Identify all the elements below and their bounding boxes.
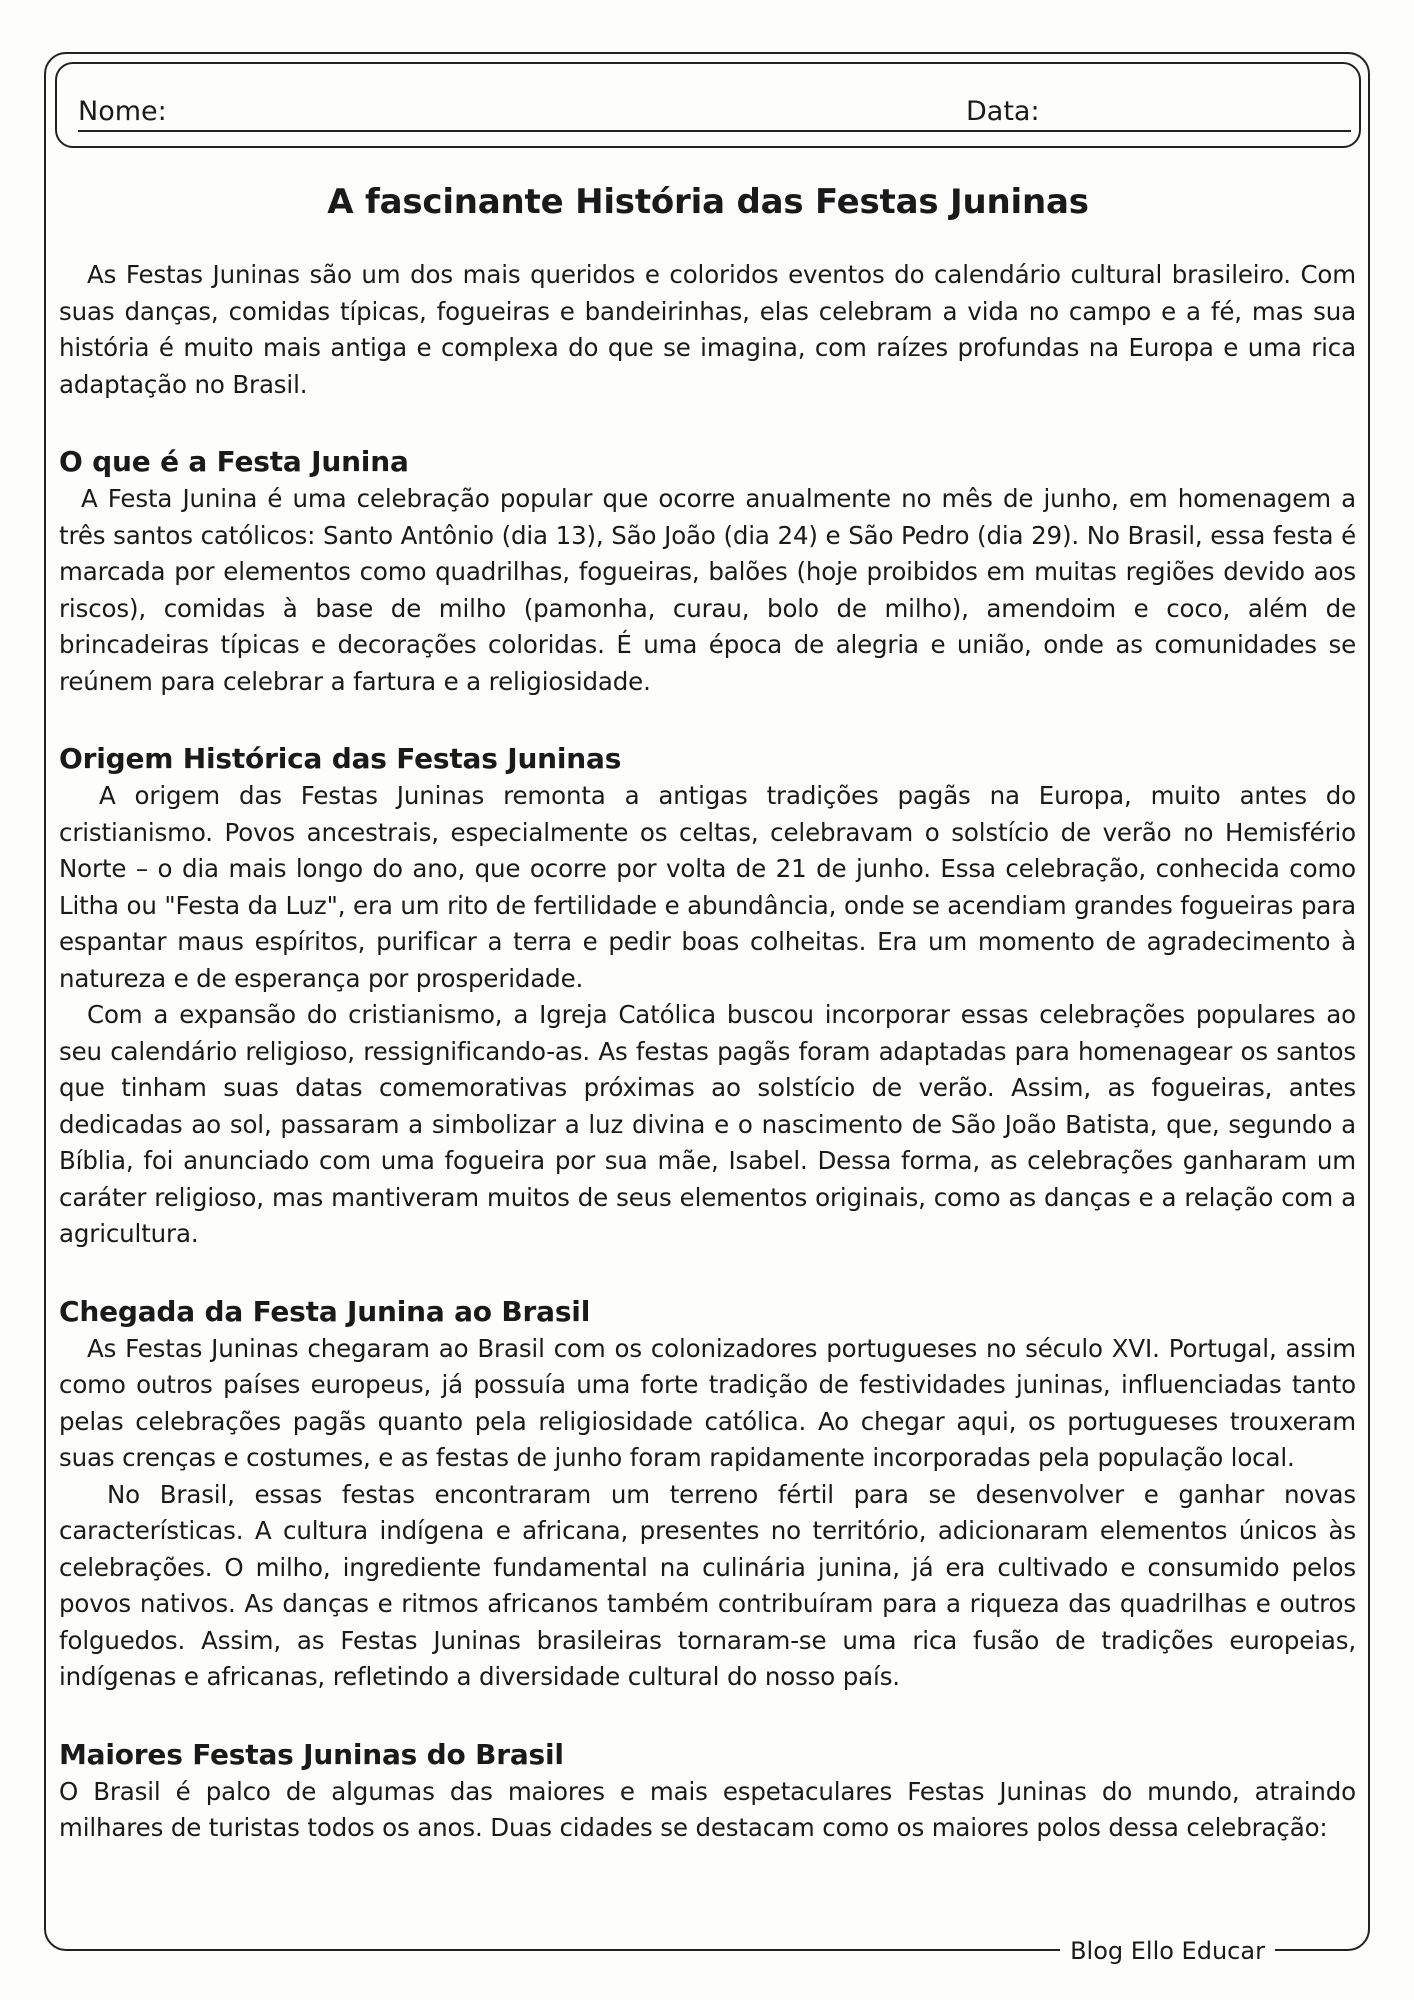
section-paragraph: As Festas Juninas chegaram ao Brasil com os colonizadores portugueses no século XVI. Portugal, assim como outros países europeus, já possuía uma forte tradição de festividades juninas, influenciadas tanto pelas celebrações pagãs quanto pela religiosidade católica. Ao chegar aqui, os portugueses trouxeram suas crenças e costumes, e as festas de junho foram rapidamente incorporadas pela população local. bbox=[59, 1333, 1356, 1472]
section-paragraph: O Brasil é palco de algumas das maiores e mais espetaculares Festas Juninas do mundo, atraindo milhares de turistas todos os anos. Duas cidades se destacam como os maiores polos dessa celebração: bbox=[59, 1776, 1356, 1842]
intro-paragraph: As Festas Juninas são um dos mais queridos e coloridos eventos do calendário cultural brasileiro. Com suas danças, comidas típicas, fogueiras e bandeirinhas, elas celebram a vida no campo e a fé, mas sua história é muito mais antiga e complexa do que se imagina, com raízes profundas na Europa e uma rica adaptação no Brasil. bbox=[59, 260, 1356, 399]
name-date-line bbox=[78, 130, 1351, 132]
date-label: Data: bbox=[966, 96, 1040, 127]
section-paragraph: No Brasil, essas festas encontraram um terreno fértil para se desenvolver e ganhar novas características. A cultura indígena e africana, presentes no território, adicionaram elementos únicos às celebrações. O milho, ingrediente fundamental na culinária junina, já era cultivado e consumido pelos povos nativos. As danças e ritmos africanos também contribuíram para a riqueza das quadrilhas e outros folguedos. Assim, as Festas Juninas brasileiras tornaram-se uma rica fusão de tradições europeias, indígenas e africanas, refletindo a diversidade cultural do nosso país. bbox=[59, 1479, 1356, 1691]
article-body bbox=[59, 257, 1356, 1847]
header-box bbox=[55, 62, 1361, 148]
page-title: A fascinante História das Festas Juninas bbox=[327, 182, 1089, 222]
section-paragraph: Com a expansão do cristianismo, a Igreja Católica buscou incorporar essas celebrações populares ao seu calendário religioso, ressignificando-as. As festas pagãs foram adaptadas para homenagear os santos que tinham suas datas comemorativas próximas ao solstício de verão. Assim, as fogueiras, antes dedicadas ao sol, passaram a simbolizar a luz divina e o nascimento de São João Batista, que, segundo a Bíblia, foi anunciado com uma fogueira por sua mãe, Isabel. Dessa forma, as celebrações ganharam um caráter religioso, mas mantiveram muitos de seus elementos originais, como as danças e a relação com a agricultura. bbox=[59, 1000, 1356, 1248]
name-label: Nome: bbox=[78, 96, 167, 127]
section-paragraph: A origem das Festas Juninas remonta a antigas tradições pagãs na Europa, muito antes do cristianismo. Povos ancestrais, especialmente os celtas, celebravam o solstício de verão no Hemisfério Norte – o dia mais longo do ano, que ocorre por volta de 21 de junho. Essa celebração, conhecida como Litha ou "Festa da Luz", era um rito de fertilidade e abundância, onde se acendiam grandes fogueiras para espantar maus espíritos, purificar a terra e pedir boas colheitas. Era um momento de agradecimento à natureza e de esperança por prosperidade. bbox=[59, 781, 1356, 993]
section-heading: Origem Histórica das Festas Juninas bbox=[59, 742, 622, 775]
section-heading: Maiores Festas Juninas do Brasil bbox=[59, 1737, 564, 1771]
footer-credit: Blog Ello Educar bbox=[1070, 1937, 1265, 1965]
section-heading: O que é a Festa Junina bbox=[59, 445, 409, 478]
section-heading: Chegada da Festa Junina ao Brasil bbox=[59, 1294, 591, 1328]
section-paragraph: A Festa Junina é uma celebração popular que ocorre anualmente no mês de junho, em homenagem a três santos católicos: Santo Antônio (dia 13), São João (dia 24) e São Pedro (dia 29). No Brasil, essa festa é marcada por elementos como quadrilhas, fogueiras, balões (hoje proibidos em muitas regiões devido aos riscos), comidas à base de milho (pamonha, curau, bolo de milho), amendoim e coco, além de brincadeiras típicas e decorações coloridas. É uma época de alegria e união, onde as comunidades se reúnem para celebrar a fartura e a religiosidade. bbox=[59, 484, 1356, 696]
